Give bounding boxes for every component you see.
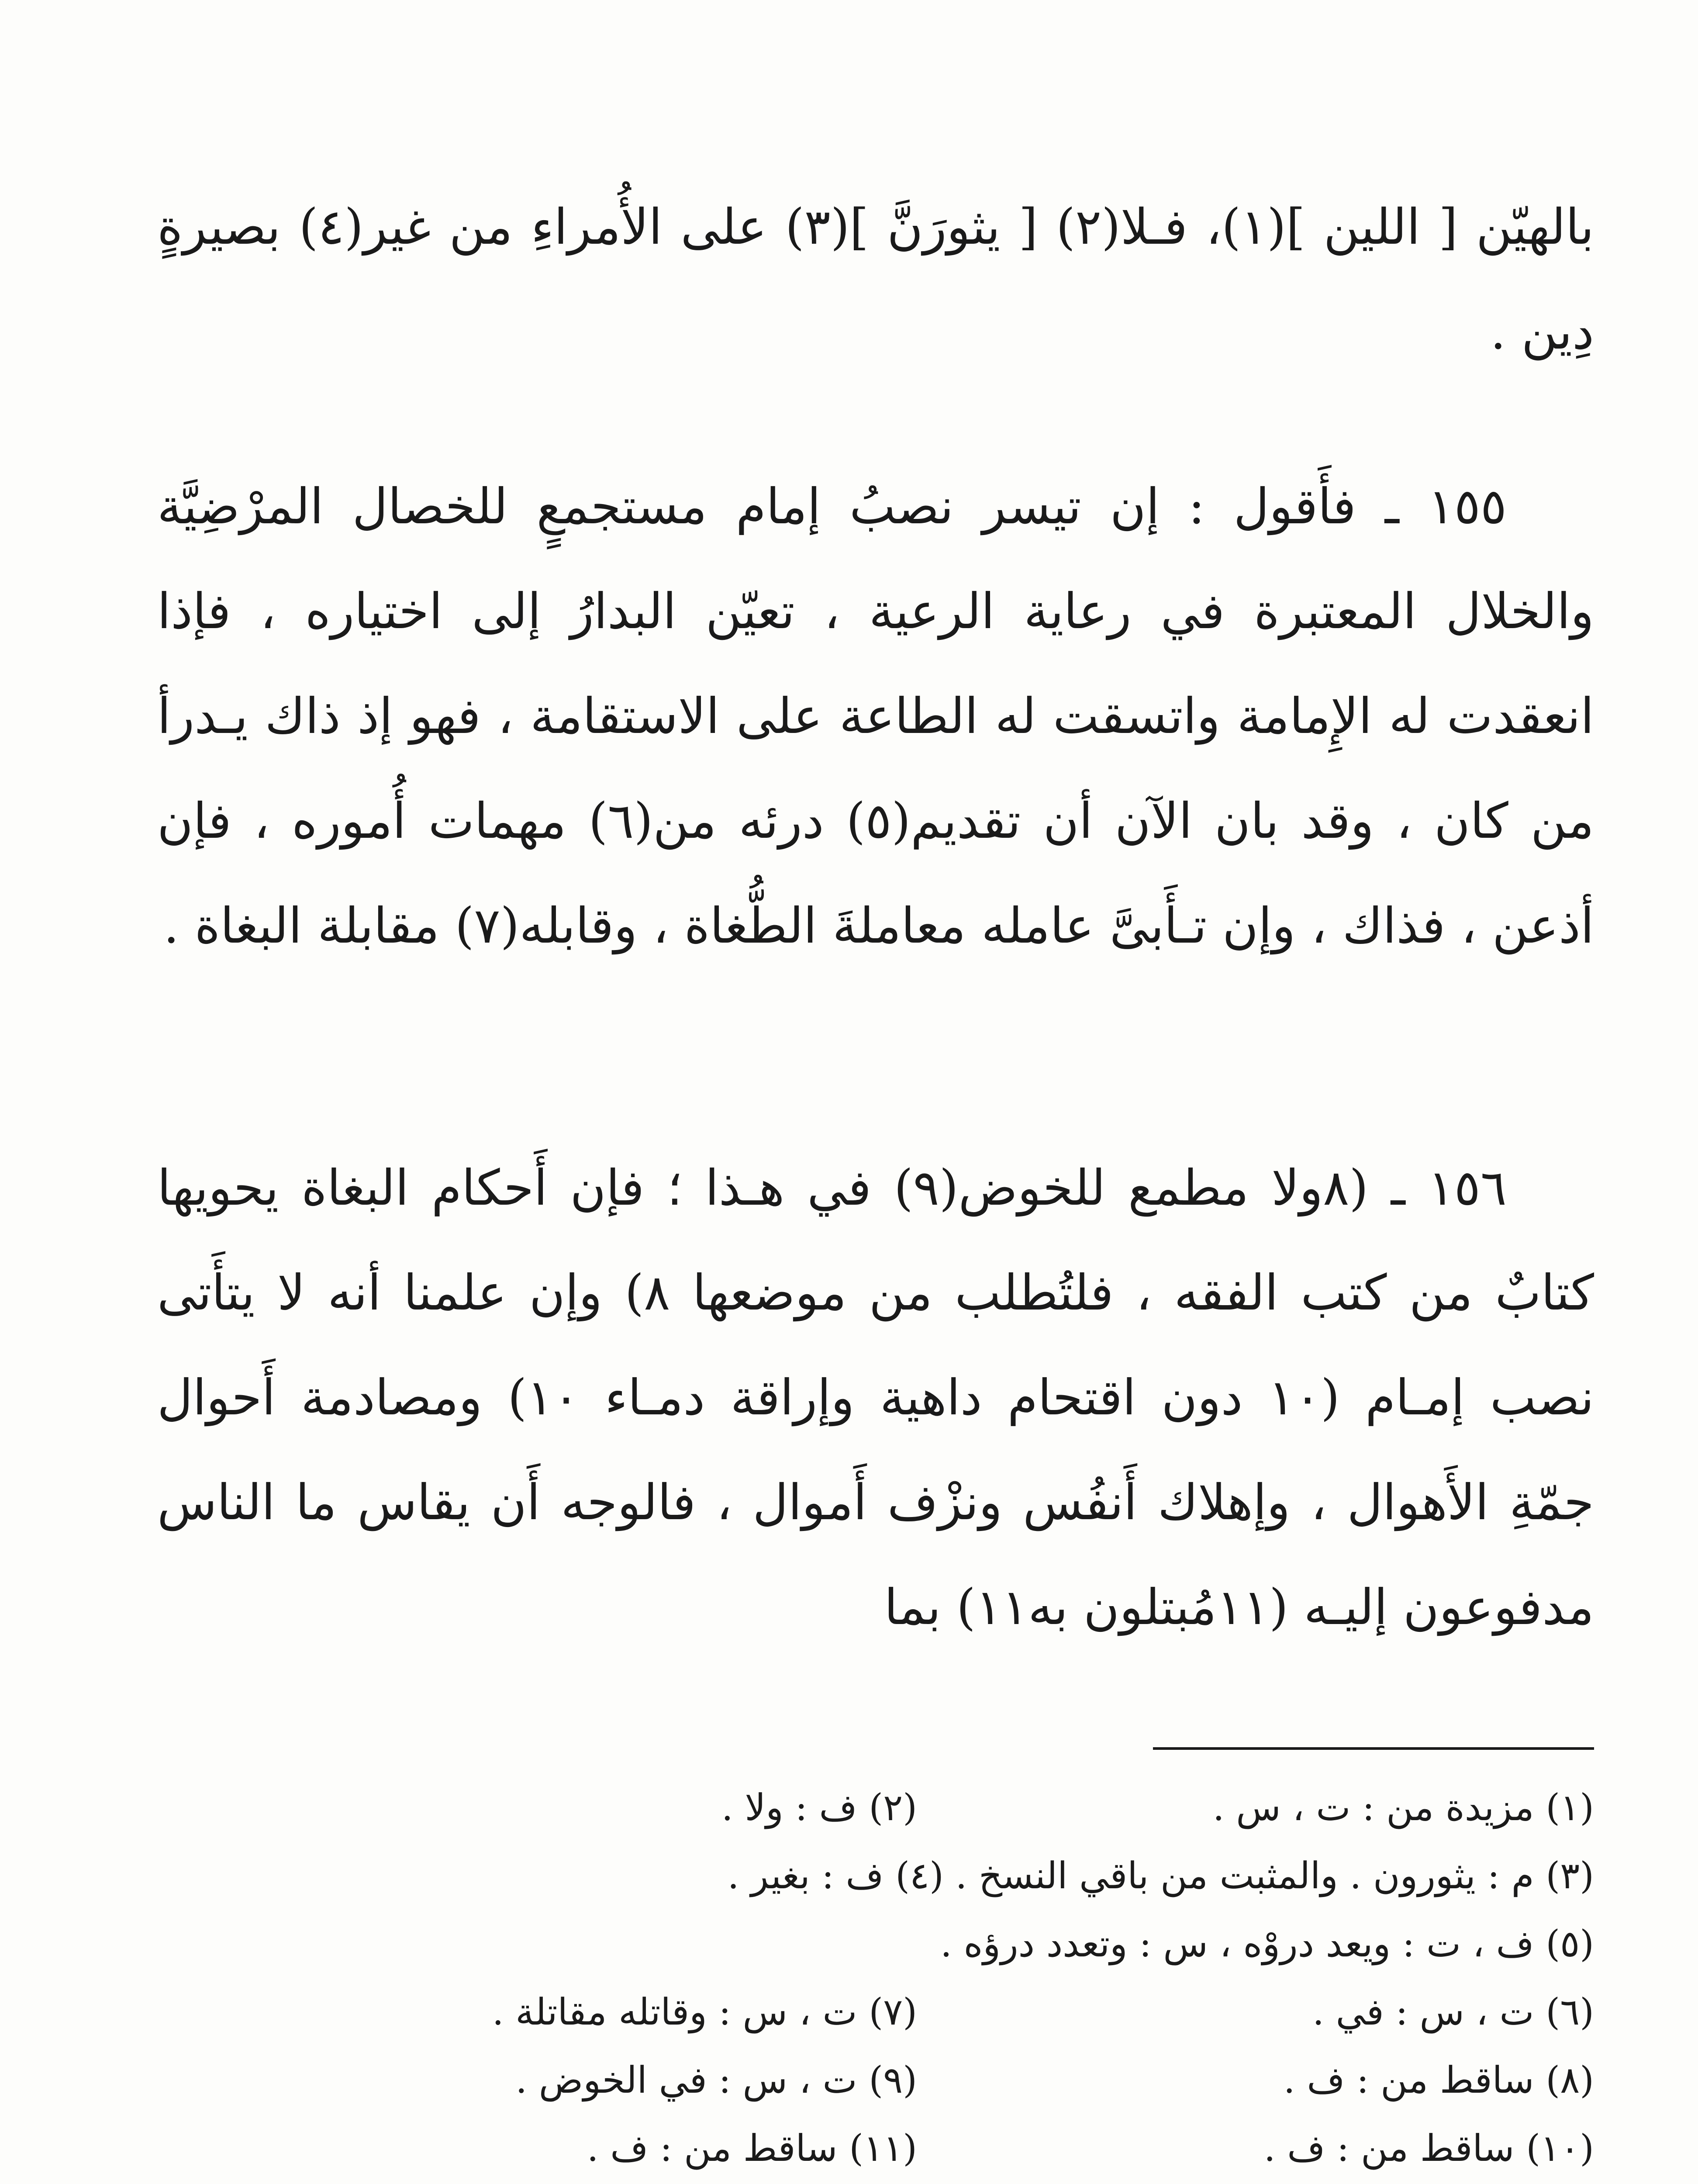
footnote-text: م : يثورون . والمثبت من باقي النسخ .	[955, 1854, 1534, 1897]
footnote-text: مزيدة من : ت ، س .	[1212, 1786, 1534, 1829]
body-paragraph-continuation	[157, 175, 1594, 384]
footnote-item	[157, 1910, 1594, 1978]
footnote-marker: (٥)	[1546, 1922, 1594, 1965]
footnote-marker: (١٠)	[1526, 2127, 1594, 2170]
footnote-item	[917, 2114, 1594, 2182]
footnote-text: ف : بغير .	[727, 1854, 884, 1897]
footnote-row	[157, 1842, 1594, 1910]
footnote-marker: (٨)	[1546, 2059, 1594, 2101]
footnote-item	[175, 2046, 917, 2114]
body-paragraph-156	[157, 1136, 1594, 1660]
footnote-marker: (٦)	[1546, 1990, 1594, 2033]
footnote-text: ت ، س : وقاتله مقاتلة .	[492, 1990, 857, 2033]
footnote-row	[157, 1978, 1594, 2046]
footnote-text: ساقط من : ف .	[1283, 2059, 1534, 2101]
footnote-marker: (٤)	[895, 1854, 944, 1897]
footnote-marker: (١١)	[849, 2127, 917, 2170]
footnote-row	[157, 2046, 1594, 2114]
footnote-text: ساقط من : ف .	[1263, 2127, 1515, 2170]
paragraph-text: بالهيّن [ اللين ](١)، فـلا(٢) [ يثورَنَّ ](٣) على الأُمراءِ من غير(٤) بصيرةٍ دِين .	[157, 199, 1594, 360]
footnote-item	[917, 2046, 1594, 2114]
footnotes-section	[157, 1773, 1594, 2182]
footnote-text: ف : ولا .	[721, 1786, 857, 1829]
footnote-marker: (٢)	[869, 1786, 917, 1829]
footnote-item	[917, 1773, 1594, 1842]
footnote-item	[917, 1978, 1594, 2046]
body-paragraph-155	[157, 454, 1594, 978]
footnote-item	[157, 1842, 1594, 1910]
footnote-marker: (٩)	[869, 2059, 917, 2101]
footnote-row	[157, 1773, 1594, 1842]
paragraph-text: ١٥٥ ـ فأَقول : إن تيسر نصبُ إمام مستجمعٍ للخصال المرْضِيَّة والخلال المعتبرة في رعاية الرعية ، تعيّن البدارُ إلى اختياره ، فإذا انعقدت له الإِمامة واتسقت له الطاعة على الاستقامة ، فهو إذ ذاك يـدرأ من كان ، وقد بان الآن أن تقديم(٥) درئه من(٦) مهمات أُموره ، فإن أذعن ، فذاك ، وإن تـأَبىَّ عامله معاملةَ الطُّغاة ، وقابله(٧) مقابلة البغاة .	[157, 478, 1594, 954]
footnote-item	[175, 2114, 917, 2182]
footnote-text: ف ، ت : ويعد دروْه ، س : وتعدد درؤه .	[940, 1922, 1534, 1965]
footnote-item	[175, 1773, 917, 1842]
footnote-marker: (٣)	[1546, 1854, 1594, 1897]
footnote-marker: (١)	[1546, 1786, 1594, 1829]
footnote-text: ساقط من : ف .	[587, 2127, 838, 2170]
footnote-text: ت ، س : في .	[1312, 1990, 1534, 2033]
footnote-marker: (٧)	[869, 1990, 917, 2033]
paragraph-text: ١٥٦ ـ (٨ولا مطمع للخوض(٩) في هـذا ؛ فإن أَحكام البغاة يحويها كتابٌ من كتب الفقه ، فلتُطلب من موضعها ٨) وإن علمنا أنه لا يتأَتى نصب إمـام (١٠ دون اقتحام داهية وإراقة دمـاء ١٠) ومصادمة أَحوال جمّةِ الأَهوال ، وإهلاك أَنفُس ونزْف أَموال ، فالوجه أَن يقاس ما الناس مدفوعون إليـه (١١مُبتلون به١١) بما	[157, 1160, 1594, 1636]
footnote-text: ت ، س : في الخوض .	[515, 2059, 857, 2101]
footnote-row	[157, 2114, 1594, 2182]
footnote-separator-rule	[1153, 1747, 1594, 1750]
footnote-item	[175, 1978, 917, 2046]
footnote-row	[157, 1910, 1594, 1978]
